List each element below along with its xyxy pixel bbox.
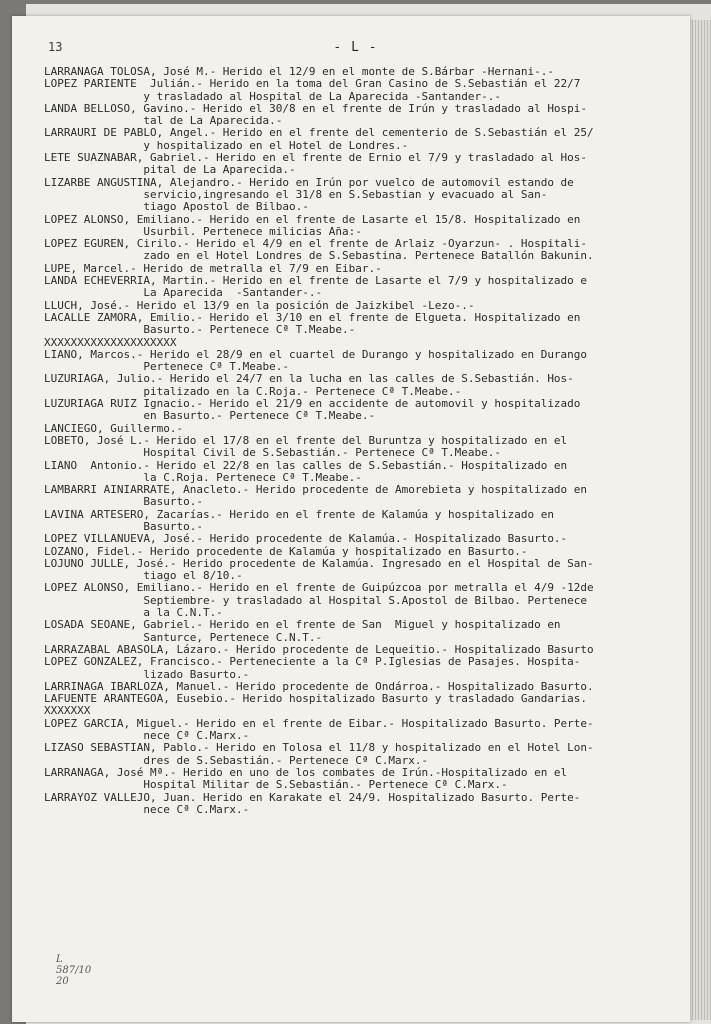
list-entry [44, 792, 674, 817]
entry-line: LOPEZ PARIENTE Julián.- Herido en la toma del Gran Casino de S.Sebastián el 22/7 [44, 78, 581, 91]
entry-line: LAFUENTE ARANTEGOA, Eusebio.- Herido hospitalizado Basurto y trasladado Gandarias. [44, 693, 588, 706]
entry-line: servicio,ingresando el 31/8 en S.Sebastian y evacuado al San- [44, 188, 548, 201]
entry-line: tal de La Aparecida.- [44, 115, 283, 128]
archive-mark-line: 587/10 [56, 965, 92, 976]
entry-line: zado en el Hotel Londres de S.Sebastina. Pertenece Batallón Bakunin. [44, 250, 594, 263]
list-entry [44, 533, 674, 545]
entry-line: LOSADA SEOANE, Gabriel.- Herido en el frente de San Miguel y hospitalizado en [44, 619, 561, 632]
entry-line: tiago Apostol de Bilbao.- [44, 201, 309, 214]
entry-line: LANCIEGO, Guillermo.- [44, 422, 184, 435]
archive-mark-line: L [56, 954, 63, 965]
list-entry [44, 619, 674, 644]
entry-line: LACALLE ZAMORA, Emilio.- Herido el 3/10 en el frente de Elgueta. Hospitalizado en [44, 311, 581, 324]
list-entry [44, 767, 674, 792]
entry-line: Basurto.- [44, 496, 203, 509]
list-entry [44, 300, 674, 312]
entry-line: Septiembre- y trasladado al Hospital S.Apostol de Bilbao. Pertenece [44, 594, 588, 607]
list-entry [44, 693, 674, 705]
entry-line: LIZARBE ANGUSTINA, Alejandro.- Herido en Irún por vuelco de automovil estando de [44, 176, 574, 189]
entry-line: pital de La Aparecida.- [44, 164, 296, 177]
list-entry [44, 78, 674, 103]
entry-line: LARRAÑAGA, José Mª.- Herido en uno de los combates de Irún.-Hospitalizado en el [44, 766, 568, 779]
list-entry [44, 558, 674, 583]
entry-line: LUZURIAGA RUIZ Ignacio.- Herido el 21/9 en accidente de automovil y hospitalizado [44, 398, 581, 411]
list-entry [44, 398, 674, 423]
archive-mark-line: 20 [56, 976, 69, 987]
entry-line: Basurto.- [44, 520, 203, 533]
entry-line: a la C.N.T.- [44, 607, 223, 620]
entry-line: Santurce, Pertenece C.N.T.- [44, 631, 323, 644]
list-entry [44, 546, 674, 558]
list-entry [44, 127, 674, 152]
list-entry [44, 423, 674, 435]
list-entry [44, 718, 674, 743]
entry-line: LARRINAGA IBARLOZA, Manuel.- Herido procedente de Ondárroa.- Hospitalizado Basurto. [44, 680, 594, 693]
list-entry [44, 656, 674, 681]
entry-line: LOZANO, Fidel.- Herido procedente de Kalamúa y hospitalizado en Basurto.- [44, 545, 528, 558]
entry-line: LOPEZ ALONSO, Emiliano.- Herido en el frente de Guipúzcoa por metralla el 4/9 -12de [44, 582, 594, 595]
entry-line: LETE SUAZNABAR, Gabriel.- Herido en el frente de Ernio el 7/9 y trasladado al Hos- [44, 152, 588, 165]
entry-line: LOPEZ VILLANUEVA, José.- Herido procedente de Kalamúa.- Hospitalizado Basurto.- [44, 533, 568, 546]
page-heading-letter: - L - [333, 40, 378, 55]
entry-line: pitalizado en la C.Roja.- Pertenece Cª T.Meabe.- [44, 385, 462, 398]
entry-line: LARRAYOZ VALLEJO, Juan. Herido en Karakate el 24/9. Hospitalizado Basurto. Perte- [44, 791, 581, 804]
wounded-list [44, 66, 674, 816]
entry-line: tiago el 8/10.- [44, 570, 243, 583]
entry-line: LIAÑO Antonio.- Herido el 22/8 en las calles de S.Sebastián.- Hospitalizado en [44, 459, 568, 472]
list-entry [44, 66, 674, 78]
entry-line: LOBETO, José L.- Herido el 17/8 en el frente del Buruntza y hospitalizado en el [44, 434, 568, 447]
list-entry [44, 177, 674, 214]
entry-line: LLUCH, José.- Herido el 13/9 en la posición de Jaizkibel -Lezo-.- [44, 299, 475, 312]
entry-line: LIAÑO, Marcos.- Herido el 28/9 en el cuartel de Durango y hospitalizado en Durango [44, 348, 588, 361]
entry-line: Basurto.- Pertenece Cª T.Meabe.- [44, 324, 356, 337]
list-entry [44, 263, 674, 275]
page-stack-edge [690, 20, 711, 1020]
entry-line: LIZASO SEBASTIAN, Pablo.- Herido en Tolosa el 11/8 y hospitalizado en el Hotel Lon- [44, 742, 594, 755]
entry-line: XXXXXXX [44, 705, 91, 718]
entry-line: LUPE, Marcel.- Herido de metralla el 7/9 en Eibar.- [44, 262, 382, 275]
list-entry [44, 312, 674, 337]
entry-line: LARRAURI DE PABLO, Angel.- Herido en el frente del cementerio de S.Sebastián el 25/ [44, 127, 594, 140]
entry-line: LARRAÑAGA TOLOSA, José M.- Herido el 12/9 en el monte de S.Bárbar -Hernani-.- [44, 66, 554, 78]
entry-line: LARRAZABAL ABASOLA, Lázaro.- Herido procedente de Lequeitio.- Hospitalizado Basurto [44, 643, 594, 656]
entry-line: nece Cª C.Marx.- [44, 803, 250, 816]
list-entry [44, 460, 674, 485]
entry-line: dres de S.Sebastián.- Pertenece Cª C.Marx.- [44, 754, 429, 767]
entry-line: Hospital Civil de S.Sebastián.- Pertenece Cª T.Meabe.- [44, 447, 501, 460]
list-entry [44, 509, 674, 534]
entry-line: LOPEZ GONZALEZ, Francisco.- Perteneciente a la Cª P.Iglesias de Pasajes. Hospita- [44, 656, 581, 669]
list-entry [44, 349, 674, 374]
list-entry [44, 681, 674, 693]
list-entry [44, 484, 674, 509]
entry-line: LAMBARRI AINIARRATE, Anacleto.- Herido procedente de Amorebieta y hospitalizado en [44, 484, 588, 497]
list-entry [44, 373, 674, 398]
entry-line: lizado Basurto.- [44, 668, 250, 681]
entry-line: nece Cª C.Marx.- [44, 730, 250, 743]
entry-line: La Aparecida -Santander-.- [44, 287, 323, 300]
entry-line: XXXXXXXXXXXXXXXXXXXX [44, 336, 177, 349]
entry-line: LOPEZ EGUREN, Cirilo.- Herido el 4/9 en el frente de Arlaiz -Oyarzun- . Hospitali- [44, 238, 588, 251]
entry-line: LOPEZ GARCIA, Miguel.- Herido en el frente de Eibar.- Hospitalizado Basurto. Perte- [44, 717, 594, 730]
entry-line: la C.Roja. Pertenece Cª T.Meabe.- [44, 471, 362, 484]
entry-line: Usurbil. Pertenece milicias Aña:- [44, 225, 362, 238]
entry-line: LOPEZ ALONSO, Emiliano.- Herido en el frente de Lasarte el 15/8. Hospitalizado en [44, 213, 581, 226]
entry-line: LUZURIAGA, Julio.- Herido el 24/7 en la lucha en las calles de S.Sebastián. Hos- [44, 373, 574, 386]
entry-line: y trasladado al Hospital de La Aparecida -Santander-.- [44, 90, 501, 103]
entry-line: LANDA ECHEVERRIA, Martin.- Herido en el frente de Lasarte el 7/9 y hospitalizado e [44, 275, 588, 288]
list-entry [44, 214, 674, 239]
list-entry [44, 435, 674, 460]
list-entry [44, 582, 674, 619]
list-entry [44, 337, 674, 349]
list-entry [44, 644, 674, 656]
entry-line: Hospital Militar de S.Sebastián.- Pertenece Cª C.Marx.- [44, 779, 508, 792]
page-number: 13 [48, 40, 63, 54]
list-entry [44, 742, 674, 767]
entry-line: LAVIÑA ARTESERO, Zacarías.- Herido en el frente de Kalamúa y hospitalizado en [44, 508, 554, 521]
archive-mark [56, 954, 91, 987]
entry-line: LANDA BELLOSO, Gavino.- Herido el 30/8 en el frente de Irún y trasladado al Hospi- [44, 102, 588, 115]
entry-line: y hospitalizado en el Hotel de Londres.- [44, 139, 409, 152]
entry-line: Pertenece Cª T.Meabe.- [44, 361, 290, 374]
entry-line: LOJUNO JULLE, José.- Herido procedente de Kalamúa. Ingresado en el Hospital de San- [44, 557, 594, 570]
list-entry [44, 103, 674, 128]
list-entry [44, 705, 674, 717]
list-entry [44, 152, 674, 177]
list-entry [44, 275, 674, 300]
entry-line: en Basurto.- Pertenece Cª T.Meabe.- [44, 410, 376, 423]
list-entry [44, 238, 674, 263]
